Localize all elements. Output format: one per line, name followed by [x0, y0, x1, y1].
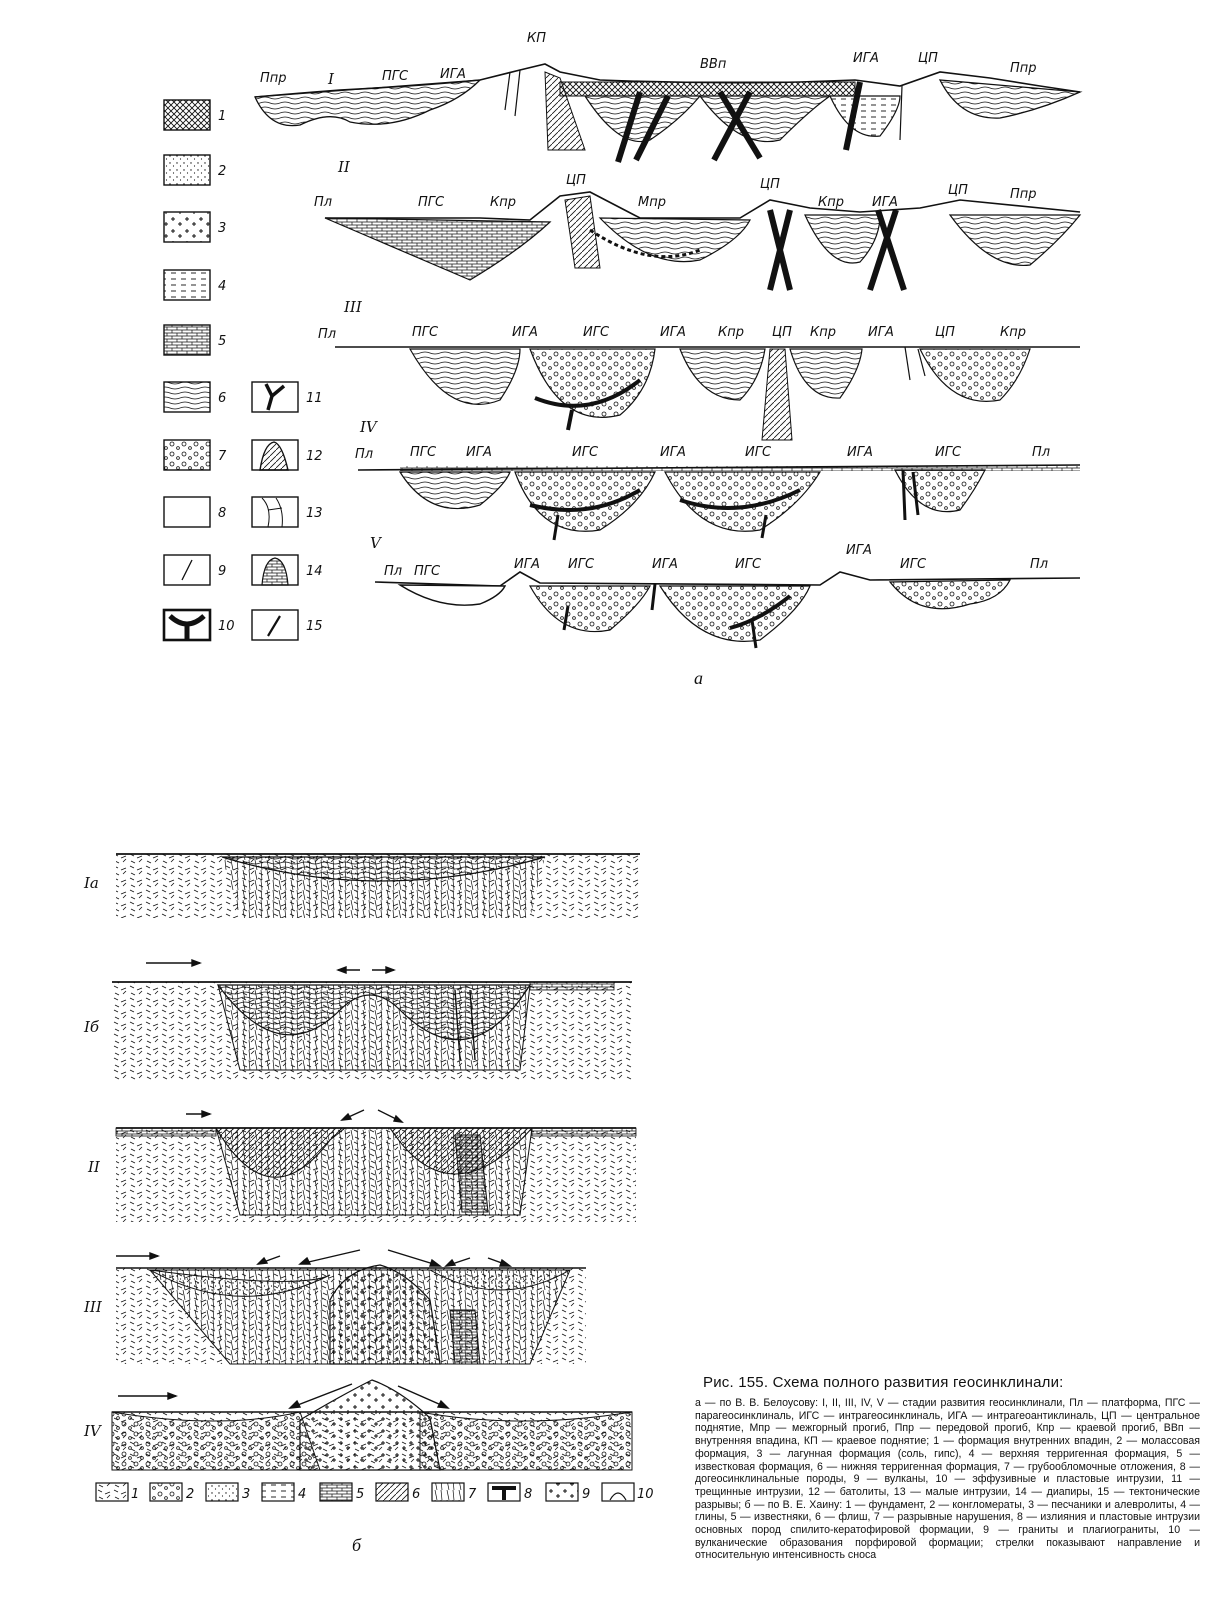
stage-a-3-label-6: Кпр — [718, 325, 744, 340]
stage-b-2 — [116, 1128, 636, 1222]
stage-a-2-label-10: Ппр — [1010, 187, 1037, 202]
stage-a-3-labels — [318, 298, 1026, 342]
stage-a-5-label-5: ИГА — [652, 557, 678, 572]
stage-a-1-label-2: ПГС — [382, 69, 409, 84]
stage-b-2-label: II — [88, 1158, 100, 1176]
stage-a-2-numeral: II — [338, 158, 350, 176]
stage-a-5-label-8: ИГС — [900, 557, 927, 572]
stage-b-labels — [83, 874, 103, 1440]
stage-b-1a-label: Iа — [84, 874, 99, 892]
legend-a-num-13: 13 — [306, 506, 323, 521]
legend-a-item-11 — [252, 382, 298, 412]
stage-a-4-label-7: ИГА — [847, 445, 873, 460]
stage-a-1-label-3: ИГА — [440, 67, 466, 82]
legend-a-item-8 — [164, 497, 210, 527]
stage-a-2-label-8: ИГА — [872, 195, 898, 210]
stage-a-4-label-9: Пл — [1032, 445, 1051, 460]
part-a-label: а — [694, 668, 703, 688]
stage-a-3 — [335, 347, 1080, 440]
stage-a-4-label-2: ПГС — [410, 445, 437, 460]
legend-a-num-14: 14 — [306, 564, 323, 579]
legend-b-num-1: 1 — [131, 1487, 140, 1502]
stage-a-5-label-4: ИГС — [568, 557, 595, 572]
stage-a-1-label-6: ИГА — [853, 51, 879, 66]
stage-a-3-label-9: ИГА — [868, 325, 894, 340]
legend-b-num-5: 5 — [356, 1487, 365, 1502]
stage-a-3-label-7: ЦП — [772, 325, 792, 340]
caption-title: Рис. 155. Схема полного развития геосинклинали: — [703, 1374, 1064, 1391]
stage-a-5-label-6: ИГС — [735, 557, 762, 572]
stage-a-4 — [358, 465, 1080, 540]
stage-a-4-label-6: ИГС — [745, 445, 772, 460]
stage-a-2-label-9: ЦП — [948, 183, 968, 198]
stage-a-4-numeral: IV — [360, 418, 377, 436]
legend-a-item-13 — [252, 497, 298, 527]
legend-b-num-4: 4 — [298, 1487, 307, 1502]
stage-a-3-label-1: Пл — [318, 327, 337, 342]
legend-a-num-8: 8 — [218, 506, 227, 521]
legend-a-item-15 — [252, 610, 298, 640]
stage-a-4-label-5: ИГА — [660, 445, 686, 460]
legend-a-item-4 — [164, 270, 210, 300]
stage-a-1-numeral: I — [328, 70, 334, 88]
legend-a-num-1: 1 — [218, 109, 227, 124]
legend-b-num-9: 9 — [582, 1487, 591, 1502]
legend-a-item-5 — [164, 325, 210, 355]
stage-a-1-label-4: КП — [527, 31, 547, 46]
stage-b-3 — [116, 1265, 586, 1364]
legend-b-num-3: 3 — [242, 1487, 251, 1502]
stage-a-2-label-1: Пл — [314, 195, 333, 210]
stage-a-3-label-11: Кпр — [1000, 325, 1026, 340]
legend-b-num-10: 10 — [637, 1487, 654, 1502]
stage-a-5-label-2: ПГС — [414, 564, 441, 579]
legend-a-num-10: 10 — [218, 619, 235, 634]
stage-a-4-labels — [355, 418, 1050, 462]
stage-a-3-label-8: Кпр — [810, 325, 836, 340]
stage-a-5-labels — [370, 534, 1048, 579]
legend-b-num-6: 6 — [412, 1487, 421, 1502]
legend-a — [164, 100, 323, 640]
stage-a-5 — [375, 572, 1080, 648]
legend-a-item-14 — [252, 555, 298, 585]
caption-body: а — по В. В. Белоусову: I, II, III, IV, V — стадии развития геосинклинали, Пл — платформа, ПГС — парагеосинклиналь, ИГС — интрагеосинклиналь, ИГА — интрагеоантиклиналь, ЦП — центральное поднятие, Мпр — межгорный прогиб, Ппр — передовой прогиб, Кпр — краевой прогиб, ВВп — внутренняя впадина, КП — краевое поднятие; 1 — формация внутренних впадин, 2 — молассовая формация, 3 — лагунная формация (соль, гипс), 4 — верхняя терригенная формация, 5 — известковая формация, 6 — нижняя терригенная формация, 7 — грубообломочные отложения, 8 — догеосинклинальные породы, 9 — вулканы, 10 — эффузивные и пластовые интрузии, 11 — трещинные интрузии, 12 — батолиты, 13 — малые интрузии, 14 — диапиры, 15 — тектонические разрывы; б — по В. Е. Хаину: 1 — фундамент, 2 — конгломераты, 3 — песчаники и алевролиты, 4 — глины, 5 — известняки, 6 — флиш, 7 — разрывные нарушения, 8 — излияния и пластовые интрузии основных пород спилито-кератофировой формации, 9 — граниты и плагиограниты, 10 — вулканические образования порфировой формации; стрелки показывают направление и относительную интенсивность сноса — [695, 1397, 1200, 1562]
legend-b-num-8: 8 — [524, 1487, 533, 1502]
legend-a-item-3 — [164, 212, 210, 242]
legend-b-num-7: 7 — [468, 1487, 477, 1502]
stage-a-3-label-4: ИГС — [583, 325, 610, 340]
stage-a-1-label-1: Ппр — [260, 71, 287, 86]
stage-a-5-label-9: Пл — [1030, 557, 1049, 572]
legend-a-num-9: 9 — [218, 564, 227, 579]
legend-a-num-2: 2 — [218, 164, 227, 179]
stage-a-2-labels — [314, 158, 1037, 210]
legend-b — [96, 1483, 654, 1502]
legend-a-item-7 — [164, 440, 210, 470]
legend-a-item-9 — [164, 555, 210, 585]
legend-a-num-3: 3 — [218, 221, 227, 236]
stage-a-2-label-2: ПГС — [418, 195, 445, 210]
stage-a-5-numeral: V — [370, 534, 381, 552]
stage-a-5-label-3: ИГА — [514, 557, 540, 572]
stage-a-2-label-3: Кпр — [490, 195, 516, 210]
legend-a-item-12 — [252, 440, 298, 470]
legend-a-num-12: 12 — [306, 449, 323, 464]
legend-a-num-15: 15 — [306, 619, 323, 634]
stage-a-3-numeral: III — [344, 298, 362, 316]
stage-b-4 — [112, 1380, 632, 1470]
legend-b-num-2: 2 — [186, 1487, 195, 1502]
figure-caption — [695, 1374, 1200, 1562]
legend-a-num-11: 11 — [306, 391, 323, 406]
stage-b-1b — [112, 982, 632, 1080]
stage-a-3-label-2: ПГС — [412, 325, 439, 340]
stage-a-2-label-7: Кпр — [818, 195, 844, 210]
stage-a-3-label-10: ЦП — [935, 325, 955, 340]
stage-a-1-label-5: ВВп — [700, 57, 727, 72]
legend-a-item-1 — [164, 100, 210, 130]
stage-a-4-label-3: ИГА — [466, 445, 492, 460]
stage-b-3-label: III — [84, 1298, 102, 1316]
legend-a-item-10 — [164, 610, 210, 640]
legend-a-num-7: 7 — [218, 449, 227, 464]
stage-a-2-label-4: ЦП — [566, 173, 586, 188]
legend-a-item-6 — [164, 382, 210, 412]
stage-a-4-label-4: ИГС — [572, 445, 599, 460]
legend-a-item-2 — [164, 155, 210, 185]
legend-a-num-6: 6 — [218, 391, 227, 406]
stage-a-1-label-8: Ппр — [1010, 61, 1037, 76]
stage-a-3-label-3: ИГА — [512, 325, 538, 340]
stage-a-2-label-5: Мпр — [638, 195, 666, 210]
stage-a-3-label-5: ИГА — [660, 325, 686, 340]
part-b-label: б — [352, 1535, 362, 1555]
stage-a-1-label-7: ЦП — [918, 51, 938, 66]
legend-a-num-4: 4 — [218, 279, 227, 294]
stage-a-5-label-7: ИГА — [846, 543, 872, 558]
stage-a-2-label-6: ЦП — [760, 177, 780, 192]
stage-b-4-label: IV — [84, 1422, 101, 1440]
stage-b-1b-label: Iб — [84, 1018, 100, 1036]
stage-a-4-label-8: ИГС — [935, 445, 962, 460]
legend-a-num-5: 5 — [218, 334, 227, 349]
stage-a-5-label-1: Пл — [384, 564, 403, 579]
stage-b-1a — [116, 854, 640, 918]
stage-a-4-label-1: Пл — [355, 447, 374, 462]
stage-a-1 — [255, 64, 1080, 162]
